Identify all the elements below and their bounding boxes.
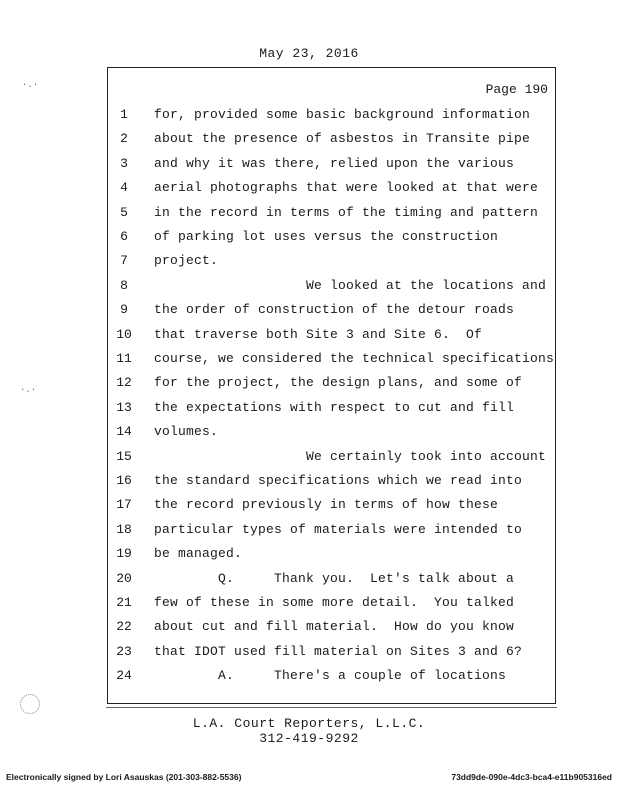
footer-firm-name: L.A. Court Reporters, L.L.C.: [192, 716, 426, 731]
transcript-line-text: be managed.: [154, 546, 243, 561]
line-number: 8: [120, 278, 128, 293]
line-number: 5: [120, 205, 128, 220]
transcript-line-text: and why it was there, relied upon the various: [154, 156, 515, 171]
scan-speck-mark: ·.·: [20, 385, 37, 395]
transcript-line-text: course, we considered the technical specifications: [154, 351, 555, 366]
line-number: 7: [120, 253, 128, 268]
line-number: 6: [120, 229, 128, 244]
line-number: 2: [120, 131, 128, 146]
line-number: 17: [116, 497, 132, 512]
line-number: 21: [116, 595, 132, 610]
line-number: 10: [116, 327, 132, 342]
transcript-line-text: for the project, the design plans, and some of: [154, 375, 523, 390]
transcript-line-text: that traverse both Site 3 and Site 6. Of: [154, 327, 483, 342]
transcript-line-text: volumes.: [154, 424, 219, 439]
transcript-line-text: A. There's a couple of locations: [154, 668, 507, 683]
transcript-line-text: We certainly took into account: [154, 449, 547, 464]
line-number: 23: [116, 644, 132, 659]
line-number: 9: [120, 302, 128, 317]
scan-speck-mark: ·.·: [22, 80, 39, 90]
transcript-line-text: about cut and fill material. How do you know: [154, 619, 515, 634]
transcript-line-text: in the record in terms of the timing and pattern: [154, 205, 539, 220]
line-number: 1: [120, 107, 128, 122]
line-number: 12: [116, 375, 132, 390]
transcript-line-text: few of these in some more detail. You talked: [154, 595, 515, 610]
line-number: 18: [116, 522, 132, 537]
esignature-note: Electronically signed by Lori Asauskas (201-303-882-5536): [6, 772, 242, 782]
transcript-line-text: the standard specifications which we read into: [154, 473, 523, 488]
header-date: May 23, 2016: [259, 46, 359, 61]
transcript-line-text: aerial photographs that were looked at that were: [154, 180, 539, 195]
line-number: 16: [116, 473, 132, 488]
line-number: 14: [116, 424, 132, 439]
line-number: 20: [116, 571, 132, 586]
transcript-line-text: about the presence of asbestos in Transite pipe: [154, 131, 531, 146]
footer-phone: 312-419-9292: [259, 731, 359, 746]
line-number: 24: [116, 668, 132, 683]
transcript-line-text: the expectations with respect to cut and fill: [154, 400, 515, 415]
transcript-line-text: particular types of materials were intended to: [154, 522, 523, 537]
transcript-line-text: of parking lot uses versus the construction: [154, 229, 499, 244]
transcript-line-text: for, provided some basic background information: [154, 107, 531, 122]
transcript-line-text: the order of construction of the detour roads: [154, 302, 515, 317]
transcript-line-text: We looked at the locations and: [154, 278, 547, 293]
punch-hole-mark: [20, 694, 40, 714]
line-number: 22: [116, 619, 132, 634]
document-hash: 73dd9de-090e-4dc3-bca4-e11b905316ed: [451, 772, 612, 782]
line-number: 11: [116, 351, 132, 366]
transcript-line-text: the record previously in terms of how these: [154, 497, 499, 512]
page-number-label: Page 190: [485, 82, 548, 97]
line-number: 15: [116, 449, 132, 464]
line-number: 19: [116, 546, 132, 561]
line-number: 13: [116, 400, 132, 415]
transcript-line-text: project.: [154, 253, 219, 268]
transcript-line-text: Q. Thank you. Let's talk about a: [154, 571, 515, 586]
line-number: 4: [120, 180, 128, 195]
transcript-line-text: that IDOT used fill material on Sites 3 and 6?: [154, 644, 523, 659]
line-number: 3: [120, 156, 128, 171]
